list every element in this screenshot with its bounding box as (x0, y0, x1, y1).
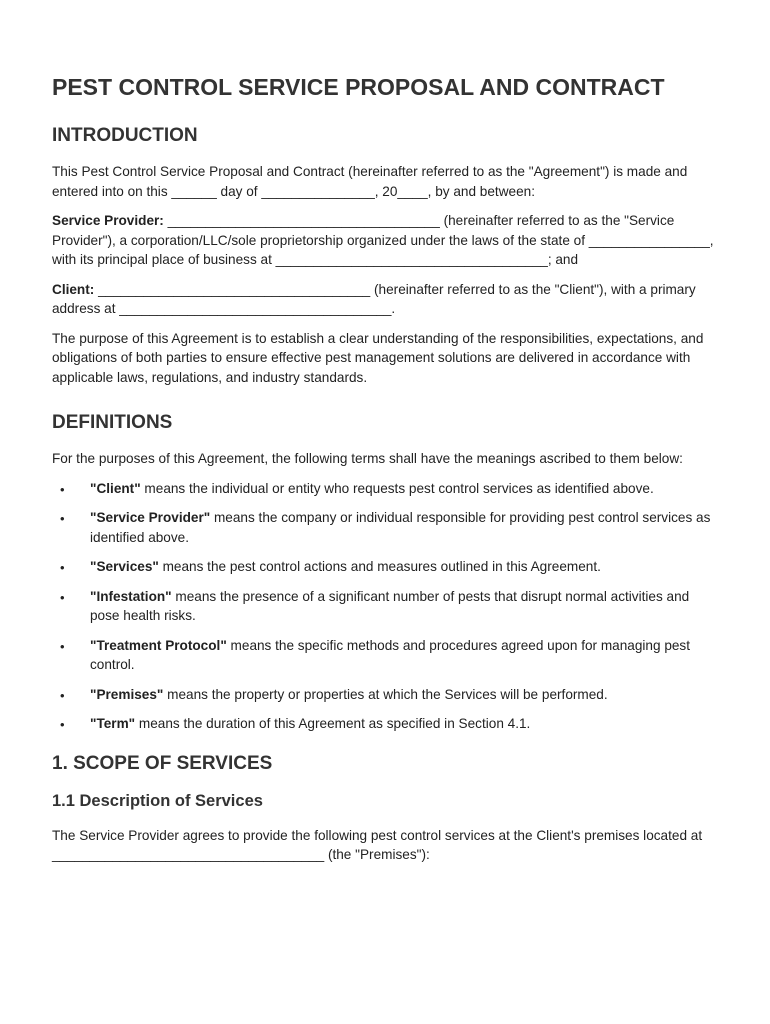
definition-text: means the company or individual responsible for providing pest control services as identified above. (90, 510, 711, 545)
definitions-list (52, 479, 722, 734)
definition-item (52, 685, 722, 705)
bullet-icon: • (60, 717, 65, 732)
service-provider-label: Service Provider: (52, 213, 164, 228)
definition-item (52, 714, 722, 734)
definitions-intro: For the purposes of this Agreement, the following terms shall have the meanings ascribed to them below: (52, 451, 683, 466)
definition-term: "Service Provider" (90, 510, 211, 525)
definition-text: means the pest control actions and measures outlined in this Agreement. (158, 559, 601, 574)
document-content (52, 70, 722, 875)
service-provider-paragraph (52, 211, 722, 270)
definition-text: means the duration of this Agreement as specified in Section 4.1. (135, 716, 531, 731)
client-paragraph (52, 280, 722, 319)
definition-item (52, 479, 722, 499)
definition-item (52, 587, 722, 626)
definition-text: means the presence of a significant number of pests that disrupt normal activities and pose health risks. (90, 588, 690, 623)
definition-term: "Term" (90, 716, 136, 731)
introduction-paragraph: This Pest Control Service Proposal and Contract (hereinafter referred to as the "Agreement") is made and entered into on this ______ day of _______________, 20____, by and between: (52, 164, 688, 199)
client-text: ____________________________________ (hereinafter referred to as the "Client"), with a primary address at ____________________________________. (52, 281, 696, 316)
definition-term: "Premises" (90, 686, 164, 702)
definition-term: "Treatment Protocol" (90, 637, 227, 653)
scope-heading: 1. SCOPE OF SERVICES (52, 752, 273, 774)
definition-text: means the individual or entity who requests pest control services as identified above. (140, 480, 654, 496)
definition-term: "Services" (90, 559, 159, 574)
client-label: Client: (52, 281, 95, 297)
service-provider-text: ____________________________________ (hereinafter referred to as the "Service Provider"), a corporation/LLC/sole proprietorship organized under the laws of the state of ________________, with its principal place of business at ____________________________________; and (52, 213, 714, 267)
definition-term: "Client" (90, 480, 141, 496)
purpose-paragraph: The purpose of this Agreement is to establish a clear understanding of the responsibilities, expectations, and obligations of both parties to ensure effective pest management solutions are delivered in accordance with applicable laws, regulations, and industry standards. (52, 330, 704, 385)
bullet-icon: • (60, 687, 65, 703)
definition-item (52, 636, 722, 675)
scope-paragraph: The Service Provider agrees to provide the following pest control services at the Client's premises located at ____________________________________ (the "Premises"): (52, 827, 703, 862)
definition-item (52, 508, 722, 547)
introduction-heading: INTRODUCTION (52, 125, 198, 146)
definitions-heading: DEFINITIONS (52, 412, 173, 433)
definition-text: means the specific methods and procedures agreed upon for managing pest control. (90, 637, 691, 672)
bullet-icon: • (60, 481, 65, 497)
definition-item (52, 557, 722, 577)
definition-term: "Infestation" (90, 588, 172, 604)
definition-text: means the property or properties at which the Services will be performed. (163, 686, 608, 702)
description-subheading: 1.1 Description of Services (52, 791, 263, 810)
bullet-icon: • (60, 511, 65, 526)
bullet-icon: • (60, 560, 65, 575)
bullet-icon: • (60, 589, 65, 605)
document-title: PEST CONTROL SERVICE PROPOSAL AND CONTRACT (52, 74, 665, 100)
bullet-icon: • (60, 638, 65, 654)
